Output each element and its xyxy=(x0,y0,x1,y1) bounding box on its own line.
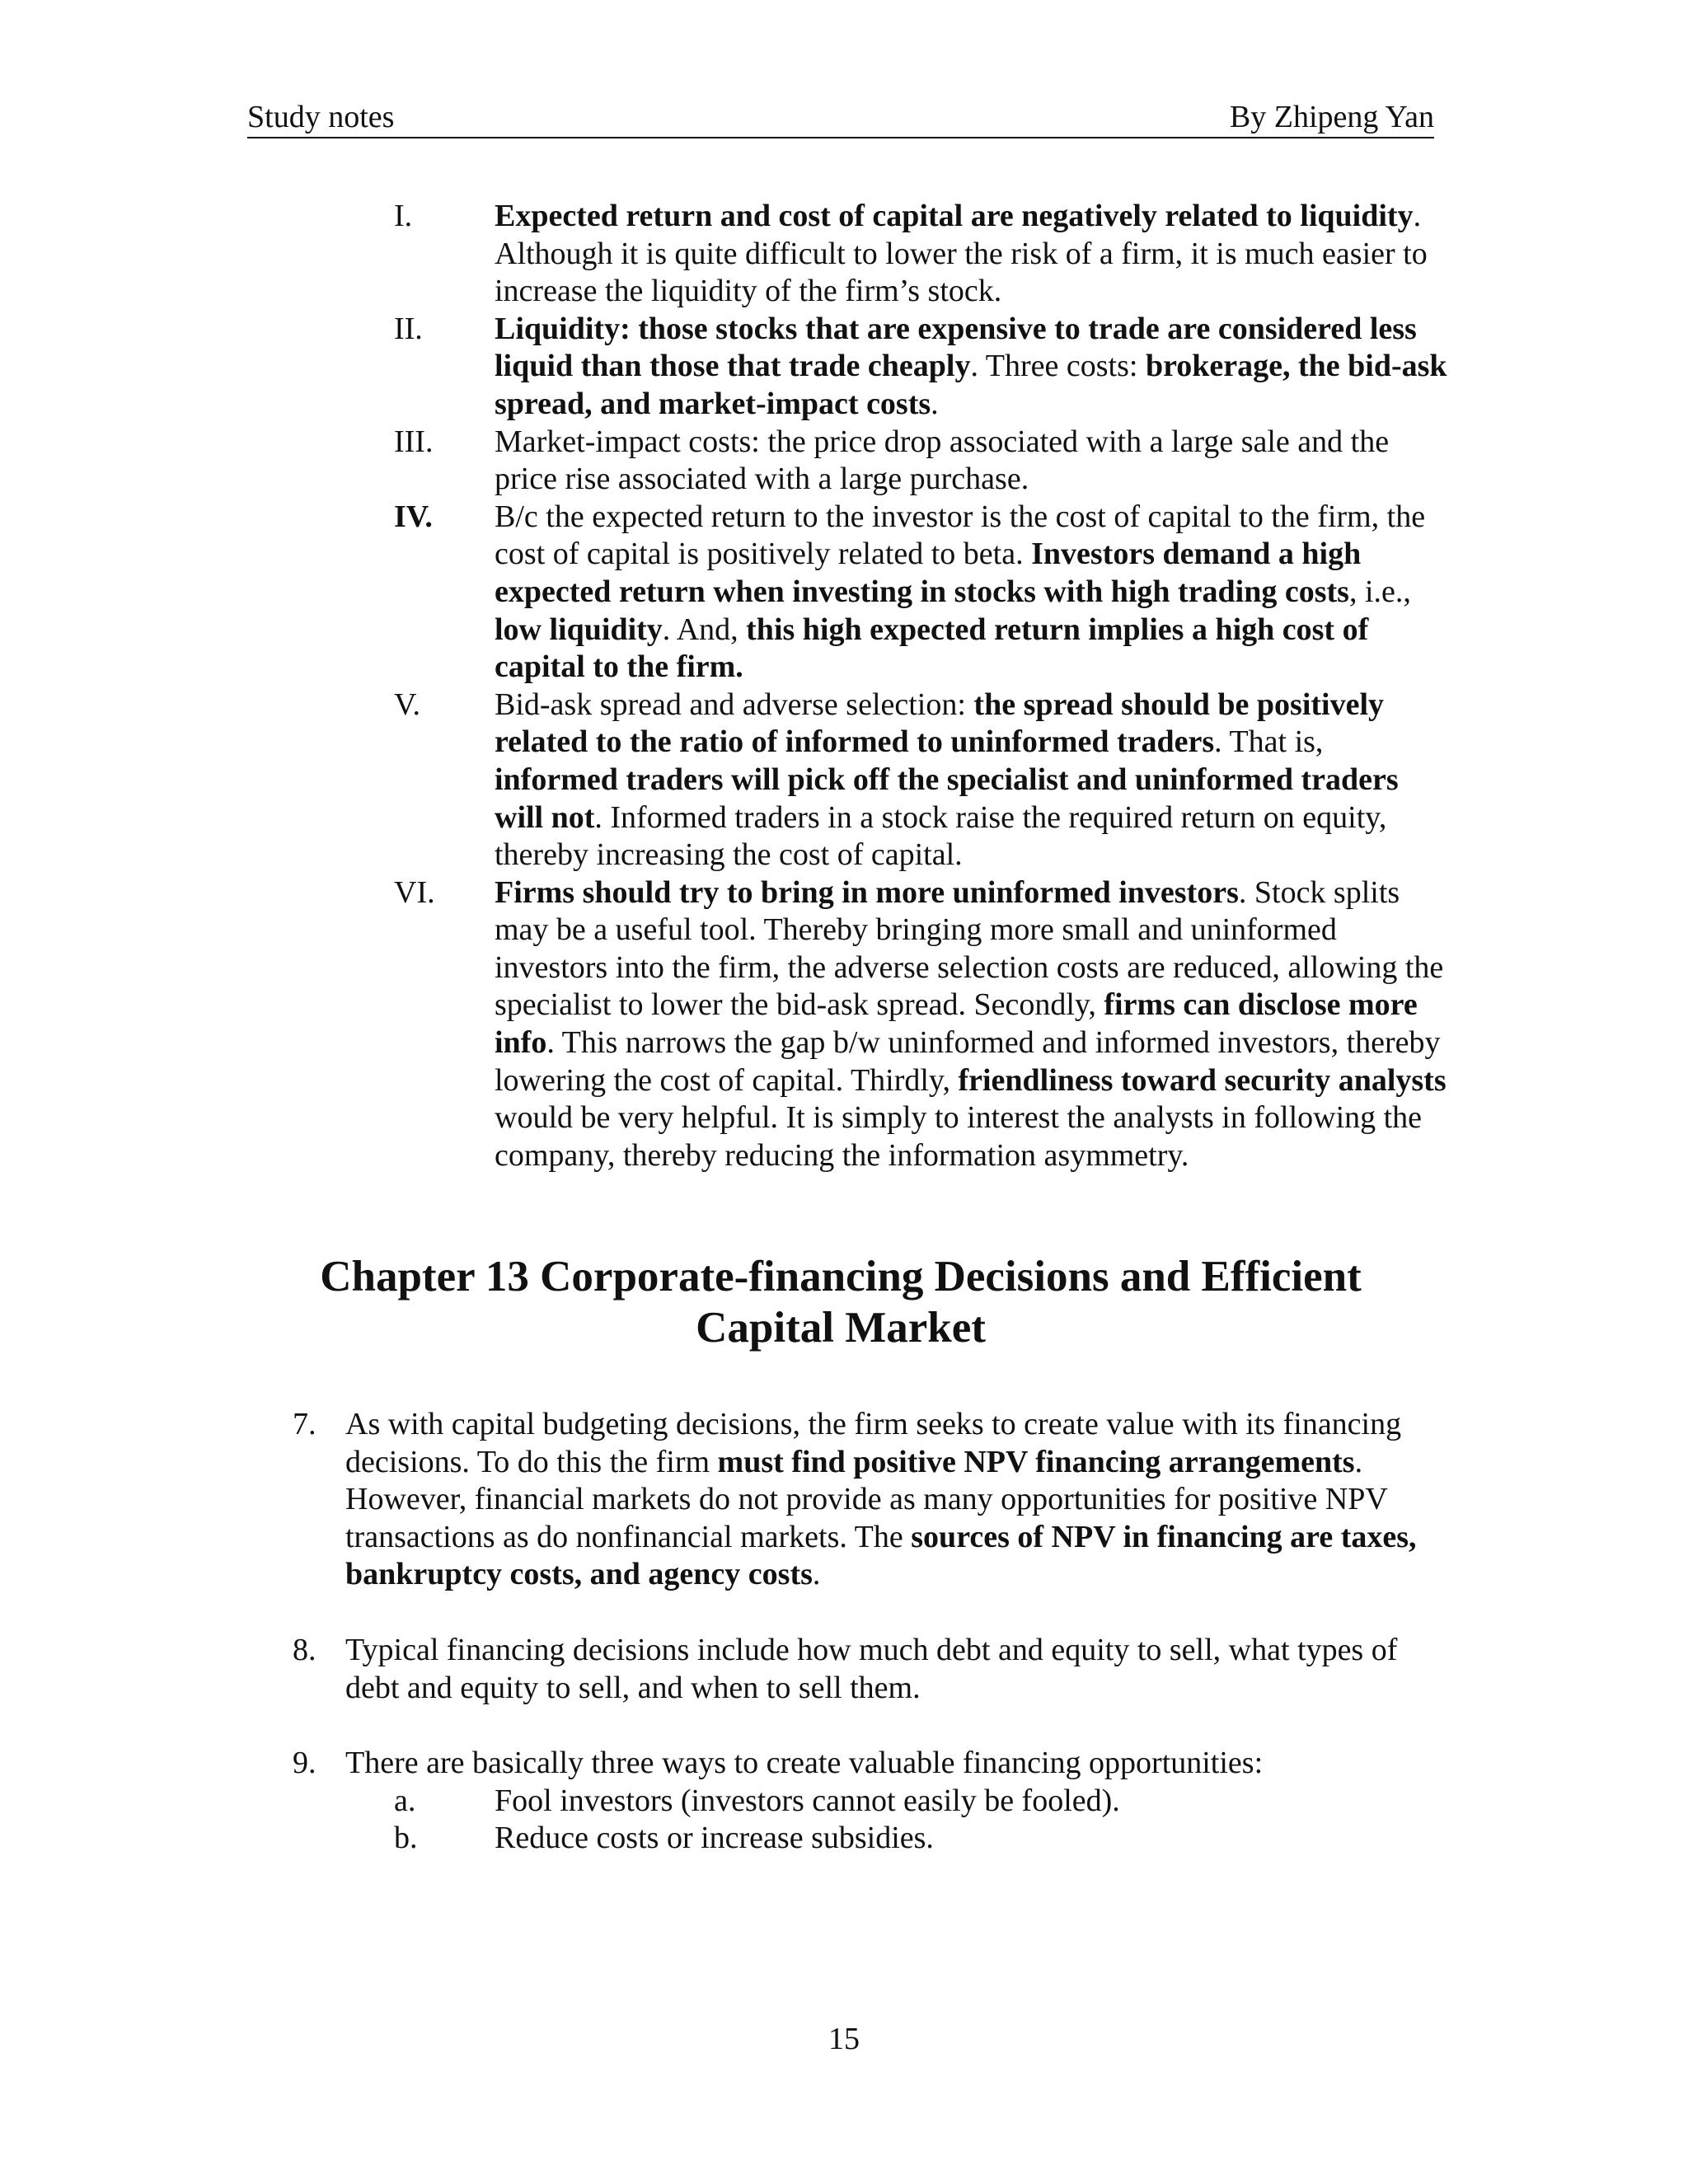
header-left: Study notes xyxy=(247,100,395,134)
roman-numeral-list xyxy=(394,198,1449,1174)
page-header xyxy=(247,97,1434,138)
bold-text-segment: must find positive NPV financing arrangements xyxy=(717,1444,1355,1479)
numbered-item-text xyxy=(345,1632,1434,1707)
sub-list-item xyxy=(394,1783,1432,1821)
list-item xyxy=(394,499,1449,687)
bold-text-segment: Liquidity: those stocks that are expensive to trade are considered less liquid than those that trade cheaply xyxy=(495,311,1417,384)
list-marker: 7. xyxy=(293,1407,316,1441)
bold-text-segment: Expected return and cost of capital are negatively related to liquidity xyxy=(495,199,1414,233)
numbered-item xyxy=(293,1745,1434,1858)
list-marker: VI. xyxy=(394,874,435,910)
header-right: By Zhipeng Yan xyxy=(1229,100,1434,134)
text-segment: . That is, xyxy=(1214,724,1324,760)
bold-text-segment: the spread should be positively related to the ratio of informed to uninformed traders xyxy=(495,687,1385,760)
list-item xyxy=(394,424,1449,499)
bold-text-segment: this high expected return implies a high cost of capital to the firm. xyxy=(495,612,1369,685)
text-segment: There are basically three ways to create valuable financing opportunities: xyxy=(345,1746,1264,1781)
text-segment: . However, financial markets do not provide as many opportunities for positive NPV transactions as do nonfinancial markets. The xyxy=(345,1444,1388,1554)
text-segment: . xyxy=(812,1557,821,1592)
text-segment: would be very helpful. It is simply to interest the analysts in following the company, thereby reducing the information asymmetry. xyxy=(495,1100,1423,1173)
list-marker: a. xyxy=(394,1783,416,1818)
list-marker: I. xyxy=(394,199,413,233)
text-segment: . Informed traders in a stock raise the required return on equity, thereby increasing the cost of capital. xyxy=(495,799,1387,873)
list-item-text xyxy=(495,311,1449,424)
list-item xyxy=(394,198,1449,311)
list-item-text xyxy=(495,499,1449,687)
numbered-item xyxy=(293,1406,1434,1594)
text-segment: B/c the expected return to the investor is the cost of capital to the firm, the cost of capital is positively related to beta. xyxy=(495,499,1426,572)
bold-text-segment: brokerage, the bid-ask spread, and market-impact costs xyxy=(495,349,1447,421)
list-item-text xyxy=(495,874,1449,1175)
sub-list-item xyxy=(394,1820,1432,1858)
chapter-title: Chapter 13 Corporate-financing Decisions and Efficient Capital Market xyxy=(320,1253,1362,1352)
bold-text-segment: sources of NPV in financing are taxes, bankruptcy costs, and agency costs xyxy=(345,1519,1417,1592)
list-marker: b. xyxy=(394,1821,418,1856)
list-marker: 9. xyxy=(293,1746,316,1781)
list-item-text xyxy=(495,424,1449,499)
list-item-text xyxy=(495,198,1449,311)
text-segment: . This narrows the gap b/w uninformed and informed investors, thereby lowering the cost of capital. Thirdly, xyxy=(495,1025,1441,1098)
bold-text-segment: informed traders will pick off the specialist and uninformed traders will not xyxy=(495,762,1399,835)
text-segment: As with capital budgeting decisions, the firm seeks to create value with its financing decisions. To do this the firm xyxy=(345,1407,1402,1479)
text-segment: . Stock splits may be a useful tool. Thereby bringing more small and uninformed investors into the firm, the adverse selection costs are reduced, allowing the specialist to lower the bid-ask spread. Secondly, xyxy=(495,874,1444,1023)
list-item xyxy=(394,874,1449,1175)
list-marker: 8. xyxy=(293,1632,316,1667)
list-marker: V. xyxy=(394,687,421,722)
text-segment: . xyxy=(931,386,939,421)
numbered-list xyxy=(293,1406,1434,1896)
text-segment: . And, xyxy=(662,612,747,647)
bold-text-segment: low liquidity xyxy=(495,612,663,647)
bold-text-segment: Investors demand a high expected return when investing in stocks with high trading costs xyxy=(495,537,1362,609)
text-segment: , i.e., xyxy=(1348,574,1411,609)
text-segment: Market-impact costs: the price drop associated with a large sale and the price rise associated with a large purchase. xyxy=(495,424,1390,497)
text-segment: Typical financing decisions include how much debt and equity to sell, what types of debt and equity to sell, and when to sell them. xyxy=(345,1632,1398,1705)
sub-list-item-text: Reduce costs or increase subsidies. xyxy=(495,1821,934,1856)
numbered-item-text xyxy=(345,1406,1434,1594)
list-item xyxy=(394,311,1449,424)
list-marker: III. xyxy=(394,424,434,459)
numbered-item xyxy=(293,1632,1434,1707)
list-item xyxy=(394,687,1449,874)
bold-text-segment: friendliness toward security analysts xyxy=(958,1062,1447,1098)
list-item-text xyxy=(495,687,1449,874)
sub-list xyxy=(394,1783,1432,1858)
list-marker: II. xyxy=(394,311,423,346)
numbered-item-text xyxy=(345,1745,1434,1783)
page-number: 15 xyxy=(828,2022,860,2056)
list-marker: IV. xyxy=(394,499,433,534)
text-segment: . Although it is quite difficult to lower the risk of a firm, it is much easier to increase the liquidity of the firm’s stock. xyxy=(495,199,1428,309)
text-segment: Bid-ask spread and adverse selection: xyxy=(495,687,974,722)
text-segment: . Three costs: xyxy=(970,349,1146,384)
bold-text-segment: firms can disclose more info xyxy=(495,987,1418,1061)
bold-text-segment: Firms should try to bring in more uninformed investors xyxy=(495,874,1239,910)
sub-list-item-text: Fool investors (investors cannot easily be fooled). xyxy=(495,1783,1120,1818)
